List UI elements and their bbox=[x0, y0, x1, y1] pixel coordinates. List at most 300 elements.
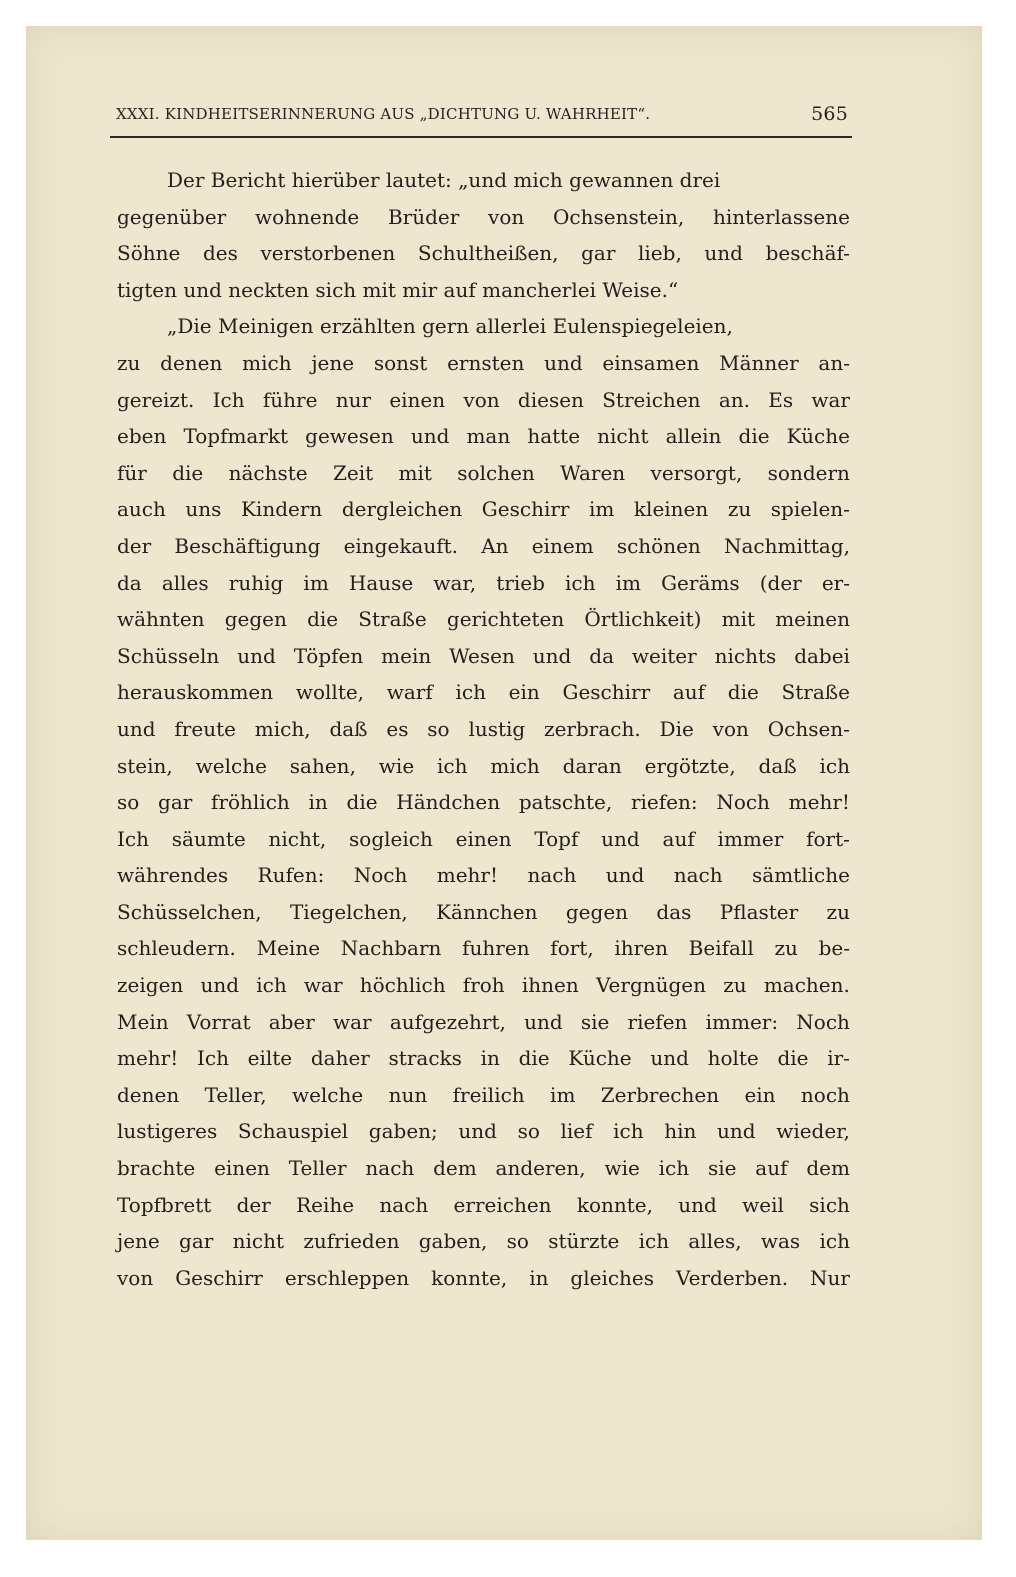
word: aber bbox=[268, 1009, 315, 1034]
word: lustig bbox=[468, 716, 526, 741]
word: ich bbox=[565, 570, 596, 595]
word: Hause bbox=[348, 570, 414, 595]
word: Örtlichkeit) bbox=[584, 607, 702, 632]
word: alles bbox=[161, 570, 209, 595]
word: sonst bbox=[373, 350, 428, 375]
word: Straße bbox=[781, 680, 850, 705]
word: freilich bbox=[452, 1082, 525, 1107]
word: Küche bbox=[568, 1046, 632, 1071]
word: Noch bbox=[353, 863, 408, 888]
word: riefen: bbox=[630, 790, 698, 815]
text-line bbox=[117, 418, 850, 455]
word: nicht, bbox=[268, 826, 327, 851]
text-line bbox=[117, 199, 850, 236]
text-line bbox=[117, 308, 850, 345]
word: einen bbox=[214, 1156, 270, 1181]
word: Kännchen bbox=[436, 899, 538, 924]
word: von bbox=[488, 204, 525, 229]
page-body bbox=[117, 162, 850, 1296]
text-line bbox=[117, 162, 850, 199]
word: gaben; bbox=[368, 1119, 438, 1144]
word: ein bbox=[508, 680, 540, 705]
word: so bbox=[117, 790, 140, 815]
word: ich bbox=[819, 753, 850, 778]
word: jene bbox=[117, 1229, 160, 1254]
word: ich bbox=[256, 973, 287, 998]
text-line bbox=[117, 272, 850, 309]
word: zu bbox=[826, 899, 850, 924]
word: nächste bbox=[228, 460, 308, 485]
word: dergleichen bbox=[341, 497, 463, 522]
word: auf bbox=[662, 826, 695, 851]
word: freute bbox=[174, 716, 236, 741]
word: auf bbox=[672, 680, 706, 705]
text-line bbox=[117, 784, 850, 821]
word: noch bbox=[800, 1082, 850, 1107]
text-line bbox=[117, 1187, 850, 1224]
word: in bbox=[480, 1046, 500, 1071]
word: dem bbox=[806, 1156, 850, 1181]
word: ihren bbox=[614, 936, 668, 961]
word: gar bbox=[581, 241, 616, 266]
word: Schultheißen, bbox=[417, 241, 559, 266]
word: daß bbox=[758, 753, 797, 778]
word: Topf bbox=[534, 826, 579, 851]
word: gewesen bbox=[305, 424, 394, 449]
word: an. bbox=[718, 387, 750, 412]
word: und bbox=[532, 643, 572, 668]
word: die bbox=[727, 680, 759, 705]
word: schleudern. bbox=[117, 936, 236, 961]
text-line bbox=[117, 821, 850, 858]
word: ich bbox=[613, 1119, 644, 1144]
word: ich bbox=[638, 1229, 670, 1254]
word: aufgezehrt, bbox=[389, 1009, 506, 1034]
word: warf bbox=[386, 680, 433, 705]
word: sie bbox=[580, 1009, 610, 1034]
word: Schüsseln bbox=[117, 643, 220, 668]
word: Kindern bbox=[240, 497, 323, 522]
word: Beifall bbox=[688, 936, 754, 961]
word: Straße bbox=[358, 607, 427, 632]
word: mit bbox=[721, 607, 756, 632]
word: mich bbox=[490, 753, 540, 778]
word: sahen, bbox=[289, 753, 356, 778]
word: zerbrach. bbox=[544, 716, 641, 741]
word: säumte bbox=[171, 826, 246, 851]
word: welche bbox=[291, 1082, 364, 1107]
word: dabei bbox=[794, 643, 850, 668]
word: war bbox=[303, 973, 343, 998]
word: welche bbox=[195, 753, 267, 778]
word: von bbox=[463, 387, 500, 412]
word: mehr! bbox=[436, 863, 499, 888]
text-line bbox=[117, 1113, 850, 1150]
word: Ich bbox=[117, 826, 149, 851]
word: so bbox=[427, 716, 450, 741]
word: zu bbox=[723, 973, 747, 998]
word: Vergnügen bbox=[595, 973, 707, 998]
word: immer: bbox=[705, 1009, 779, 1034]
word: patschte, bbox=[518, 790, 613, 815]
word: Es bbox=[768, 387, 794, 412]
text-line bbox=[117, 967, 850, 1004]
word: gar bbox=[179, 1229, 214, 1254]
word: daß bbox=[329, 716, 368, 741]
word: nur bbox=[335, 387, 372, 412]
text-line bbox=[117, 638, 850, 675]
word: fort, bbox=[550, 936, 594, 961]
text-line bbox=[117, 1040, 850, 1077]
word: eingekauft. bbox=[343, 533, 459, 558]
word: Männer bbox=[719, 350, 799, 375]
word: froh bbox=[462, 973, 505, 998]
word: gegen bbox=[565, 899, 629, 924]
word: an- bbox=[818, 350, 850, 375]
word: die bbox=[518, 1046, 550, 1071]
word: die bbox=[777, 1046, 809, 1071]
word: da bbox=[589, 643, 614, 668]
word: fröhlich bbox=[211, 790, 290, 815]
word: einsamen bbox=[602, 350, 700, 375]
word: versorgt, bbox=[650, 460, 743, 485]
word: dem bbox=[433, 1156, 477, 1181]
text-line bbox=[117, 930, 850, 967]
word: Teller bbox=[288, 1156, 347, 1181]
word: stürzte bbox=[548, 1229, 620, 1254]
word: zu bbox=[727, 497, 752, 522]
word: und bbox=[458, 1119, 497, 1144]
word: gaben, bbox=[418, 1229, 488, 1254]
word: mich bbox=[242, 350, 292, 375]
word: währendes bbox=[117, 863, 229, 888]
word: lief bbox=[560, 1119, 593, 1144]
text-line bbox=[117, 528, 850, 565]
word: hatte bbox=[527, 424, 581, 449]
word: eben bbox=[117, 424, 167, 449]
word: Rufen: bbox=[257, 863, 325, 888]
word: und bbox=[601, 826, 640, 851]
word: im bbox=[303, 570, 329, 595]
word: gegenüber bbox=[117, 204, 227, 229]
word: immer bbox=[717, 826, 784, 851]
word: nach bbox=[365, 1156, 415, 1181]
word: wollte, bbox=[295, 680, 365, 705]
word: gar bbox=[158, 790, 193, 815]
word: brachte bbox=[117, 1156, 196, 1181]
word: Topfbrett bbox=[117, 1192, 212, 1217]
word: Schüsselchen, bbox=[117, 899, 262, 924]
word: Ich bbox=[196, 1046, 229, 1071]
word: riefen bbox=[627, 1009, 688, 1034]
line-text: Der Bericht hierüber lautet: „und mich gewannen drei bbox=[167, 168, 721, 192]
word: und bbox=[117, 716, 156, 741]
text-line bbox=[117, 345, 850, 382]
running-header bbox=[114, 105, 852, 129]
word: wie bbox=[604, 1156, 640, 1181]
word: Geschirr bbox=[562, 680, 651, 705]
word: solchen bbox=[457, 460, 535, 485]
word: meinen bbox=[775, 607, 850, 632]
word: in bbox=[308, 790, 328, 815]
word: schönen bbox=[616, 533, 701, 558]
word: Beschäftigung bbox=[174, 533, 321, 558]
word: fuhren bbox=[462, 936, 530, 961]
text-line bbox=[117, 1004, 850, 1041]
word: ich bbox=[455, 680, 486, 705]
word: sogleich bbox=[349, 826, 433, 851]
word: nach bbox=[673, 863, 723, 888]
word: was bbox=[760, 1229, 801, 1254]
word: daran bbox=[562, 753, 622, 778]
text-line bbox=[117, 711, 850, 748]
word: und bbox=[704, 241, 743, 266]
word: ruhig bbox=[228, 570, 284, 595]
word: weiter bbox=[631, 643, 697, 668]
word: war bbox=[811, 387, 850, 412]
word: Noch bbox=[716, 790, 770, 815]
word: trieb bbox=[496, 570, 545, 595]
word: die bbox=[346, 790, 378, 815]
text-line bbox=[117, 491, 850, 528]
word: einen bbox=[389, 387, 446, 412]
text-line bbox=[117, 1260, 850, 1297]
text-line bbox=[117, 894, 850, 931]
word: uns bbox=[185, 497, 222, 522]
word: anderen, bbox=[495, 1156, 586, 1181]
word: im bbox=[615, 570, 641, 595]
word: Streichen bbox=[602, 387, 701, 412]
text-line bbox=[117, 857, 850, 894]
word: und bbox=[410, 424, 450, 449]
word: Teller, bbox=[204, 1082, 267, 1107]
word: auf bbox=[755, 1156, 788, 1181]
word: Nur bbox=[810, 1265, 850, 1290]
word: lustigeres bbox=[117, 1119, 218, 1144]
word: die bbox=[172, 460, 204, 485]
word: auch bbox=[117, 497, 166, 522]
word: und bbox=[605, 863, 645, 888]
word: lieb, bbox=[638, 241, 682, 266]
word: wieder, bbox=[776, 1119, 850, 1144]
word: Topfmarkt bbox=[183, 424, 289, 449]
word: Ochsen- bbox=[767, 716, 850, 741]
word: und bbox=[237, 643, 276, 668]
word: Reihe bbox=[296, 1192, 355, 1217]
word: ich bbox=[437, 753, 468, 778]
word: führe bbox=[262, 387, 318, 412]
word: sie bbox=[707, 1156, 737, 1181]
word: Nachmittag, bbox=[723, 533, 850, 558]
word: von bbox=[712, 716, 749, 741]
word: die bbox=[307, 607, 339, 632]
word: Pflaster bbox=[719, 899, 799, 924]
word: (der bbox=[759, 570, 802, 595]
word: stein, bbox=[117, 753, 173, 778]
word: zufrieden bbox=[303, 1229, 400, 1254]
word: man bbox=[466, 424, 511, 449]
word: Küche bbox=[786, 424, 850, 449]
word: Ich bbox=[212, 387, 245, 412]
word: so bbox=[506, 1229, 529, 1254]
word: daher bbox=[310, 1046, 370, 1071]
word: Schauspiel bbox=[237, 1119, 349, 1144]
word: mehr! bbox=[117, 1046, 179, 1071]
line-text: tigten und neckten sich mit mir auf mancherlei Weise.“ bbox=[117, 277, 679, 302]
word: Zeit bbox=[333, 460, 374, 485]
word: gereizt. bbox=[117, 387, 195, 412]
line-text: „Die Meinigen erzählten gern allerlei Eulenspiegeleien, bbox=[167, 314, 733, 339]
word: mehr! bbox=[788, 790, 850, 815]
word: mit bbox=[398, 460, 432, 485]
word: erreichen bbox=[453, 1192, 552, 1217]
word: und bbox=[717, 1119, 756, 1144]
word: und bbox=[544, 350, 583, 375]
word: Verderben. bbox=[676, 1265, 789, 1290]
word: höchlich bbox=[359, 973, 446, 998]
word: da bbox=[117, 570, 142, 595]
word: erschleppen bbox=[284, 1265, 410, 1290]
word: ein bbox=[744, 1082, 776, 1107]
word: konnte, bbox=[576, 1192, 653, 1217]
word: stracks bbox=[388, 1046, 462, 1071]
word: Ochsenstein, bbox=[552, 204, 685, 229]
word: sich bbox=[809, 1192, 850, 1217]
word: sämtliche bbox=[752, 863, 850, 888]
text-line bbox=[117, 1150, 850, 1187]
word: Söhne bbox=[117, 241, 181, 266]
word: Nachbarn bbox=[340, 936, 442, 961]
word: und bbox=[524, 1009, 563, 1034]
text-line bbox=[117, 601, 850, 638]
word: diesen bbox=[517, 387, 584, 412]
word: Meine bbox=[256, 936, 321, 961]
word: kleinen bbox=[633, 497, 709, 522]
word: nach bbox=[379, 1192, 429, 1217]
word: konnte, bbox=[431, 1265, 508, 1290]
word: spielen- bbox=[770, 497, 850, 522]
word: gerichteten bbox=[446, 607, 565, 632]
word: des bbox=[202, 241, 238, 266]
word: nicht bbox=[232, 1229, 285, 1254]
word: alles, bbox=[688, 1229, 742, 1254]
word: eilte bbox=[247, 1046, 293, 1071]
word: Tiegelchen, bbox=[289, 899, 408, 924]
word: im bbox=[589, 497, 615, 522]
word: der bbox=[117, 533, 152, 558]
word: Mein bbox=[117, 1009, 169, 1034]
text-line bbox=[117, 455, 850, 492]
word: ir- bbox=[827, 1046, 850, 1071]
word: das bbox=[656, 899, 692, 924]
running-title: XXXI. KINDHEITSERINNERUNG AUS „DICHTUNG U. WAHRHEIT“. bbox=[116, 105, 651, 123]
word: mich, bbox=[254, 716, 311, 741]
word: für bbox=[117, 460, 147, 485]
word: Geschirr bbox=[175, 1265, 263, 1290]
word: die bbox=[738, 424, 770, 449]
word: es bbox=[386, 716, 409, 741]
word: hin bbox=[664, 1119, 697, 1144]
word: Töpfen bbox=[293, 643, 364, 668]
word: wie bbox=[378, 753, 415, 778]
text-line bbox=[117, 1077, 850, 1114]
word: beschäf- bbox=[765, 241, 850, 266]
word: verstorbenen bbox=[260, 241, 396, 266]
word: sondern bbox=[767, 460, 850, 485]
word: wähnten bbox=[117, 607, 205, 632]
word: gegen bbox=[224, 607, 287, 632]
text-line bbox=[117, 748, 850, 785]
word: und bbox=[200, 973, 240, 998]
header-rule bbox=[110, 136, 852, 138]
word: nicht bbox=[597, 424, 649, 449]
word: denen bbox=[160, 350, 223, 375]
word: An bbox=[481, 533, 509, 558]
page-number: 565 bbox=[811, 103, 848, 125]
word: Zerbrechen bbox=[600, 1082, 720, 1107]
word: herauskommen bbox=[117, 680, 274, 705]
word: hinterlassene bbox=[712, 204, 850, 229]
word: Wesen bbox=[449, 643, 515, 668]
word: war bbox=[333, 1009, 372, 1034]
word: jene bbox=[311, 350, 355, 375]
word: im bbox=[550, 1082, 576, 1107]
word: zu bbox=[117, 350, 141, 375]
word: denen bbox=[117, 1082, 180, 1107]
word: ihnen bbox=[521, 973, 579, 998]
word: nichts bbox=[714, 643, 777, 668]
word: mein bbox=[381, 643, 432, 668]
word: einen bbox=[455, 826, 512, 851]
word: Vorrat bbox=[186, 1009, 251, 1034]
word: einem bbox=[531, 533, 594, 558]
word: Geschirr bbox=[481, 497, 570, 522]
word: weil bbox=[742, 1192, 784, 1217]
word: fort- bbox=[806, 826, 850, 851]
word: Händchen bbox=[396, 790, 501, 815]
word: nun bbox=[388, 1082, 428, 1107]
word: Noch bbox=[796, 1009, 850, 1034]
text-line bbox=[117, 565, 850, 602]
word: Brüder bbox=[387, 204, 460, 229]
word: ich bbox=[658, 1156, 690, 1181]
word: Geräms bbox=[661, 570, 740, 595]
word: gleiches bbox=[570, 1265, 655, 1290]
word: zu bbox=[774, 936, 798, 961]
word: machen. bbox=[763, 973, 850, 998]
word: und bbox=[678, 1192, 717, 1217]
word: und bbox=[650, 1046, 689, 1071]
word: war, bbox=[433, 570, 477, 595]
word: so bbox=[517, 1119, 540, 1144]
word: ergötzte, bbox=[644, 753, 736, 778]
word: in bbox=[529, 1265, 549, 1290]
word: zeigen bbox=[117, 973, 184, 998]
word: holte bbox=[707, 1046, 759, 1071]
word: der bbox=[236, 1192, 271, 1217]
word: Waren bbox=[560, 460, 626, 485]
text-line bbox=[117, 674, 850, 711]
word: von bbox=[117, 1265, 154, 1290]
word: wohnende bbox=[254, 204, 360, 229]
word: Die bbox=[659, 716, 694, 741]
word: ernsten bbox=[447, 350, 525, 375]
text-line bbox=[117, 1223, 850, 1260]
word: ich bbox=[819, 1229, 850, 1254]
text-line bbox=[117, 235, 850, 272]
word: nach bbox=[527, 863, 577, 888]
word: be- bbox=[818, 936, 850, 961]
